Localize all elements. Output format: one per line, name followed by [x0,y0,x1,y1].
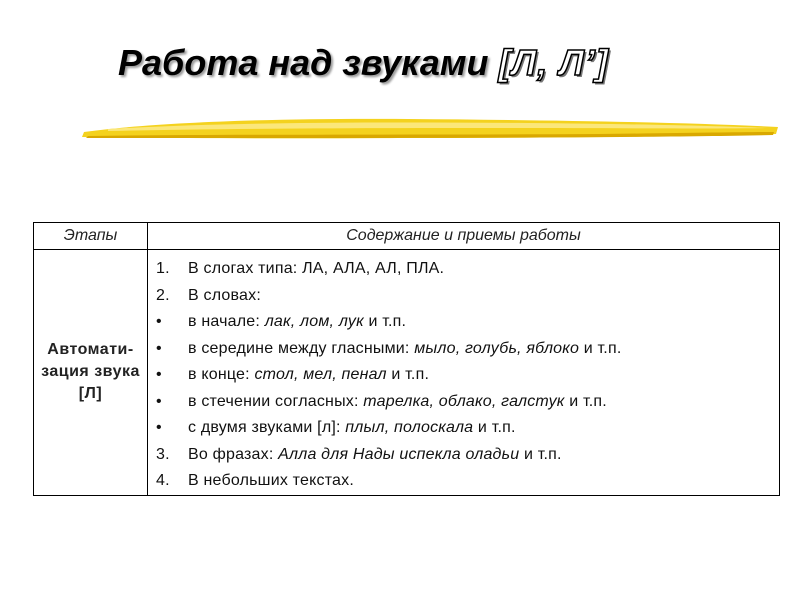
stage-line: Автомати- [47,341,134,359]
work-stages-table [33,222,780,496]
table-header-row [34,223,780,250]
item-examples: мыло, голубь, яблоко [414,339,580,357]
stage-line: [Л] [78,385,103,403]
item-tail: и т.п. [363,313,407,330]
list-marker: 1. [156,260,170,277]
bullet-icon: • [156,366,162,383]
list-item [156,468,775,495]
item-text: Во фразах: [188,445,279,463]
header-stages: Этапы [34,223,148,250]
list-marker: 3. [156,445,170,463]
table-row [34,250,780,496]
slide-title-text: Работа над звуками [118,42,489,83]
content-list [156,256,775,495]
list-item [156,256,775,283]
item-tail: и т.п. [564,392,607,410]
list-marker: 2. [156,286,170,304]
item-examples: плыл, полоскала [345,419,474,436]
bullet-icon: • [156,339,162,357]
bullet-icon: • [156,313,162,330]
item-tail: и т.п. [519,445,562,463]
item-text: в начале: [188,313,265,330]
header-content: Содержание и приемы работы [148,223,780,250]
list-item [156,362,775,389]
bullet-icon: • [156,419,162,436]
item-text: В слогах типа: ЛА, АЛА, АЛ, ПЛА. [188,260,445,277]
list-item [156,442,775,469]
list-item [156,309,775,336]
list-item [156,283,775,310]
item-tail: и т.п. [579,339,622,357]
item-examples: Алла для Нады испекла оладьи [278,445,520,463]
item-examples: лак, лом, лук [264,313,364,330]
item-text: В словах: [188,286,261,304]
bullet-icon: • [156,392,162,410]
item-text: в середине между гласными: [188,339,415,357]
list-item [156,415,775,442]
item-examples: тарелка, облако, галстук [363,392,565,410]
item-text: с двумя звуками [л]: [188,419,346,436]
item-tail: и т.п. [386,366,430,383]
list-item [156,336,775,363]
yellow-brush-stroke [78,110,782,150]
content-cell [148,250,780,496]
stage-cell [34,250,148,496]
item-tail: и т.п. [473,419,516,436]
slide-title-sounds: [Л, Л’] [498,42,609,83]
item-text: в конце: [188,366,255,383]
item-text: в стечении согласных: [188,392,364,410]
list-marker: 4. [156,472,170,489]
stage-line: зация звука [41,363,140,381]
list-item [156,389,775,416]
item-text: В небольших текстах. [188,472,354,489]
item-examples: стол, мел, пенал [254,366,387,383]
slide-title [118,38,758,88]
